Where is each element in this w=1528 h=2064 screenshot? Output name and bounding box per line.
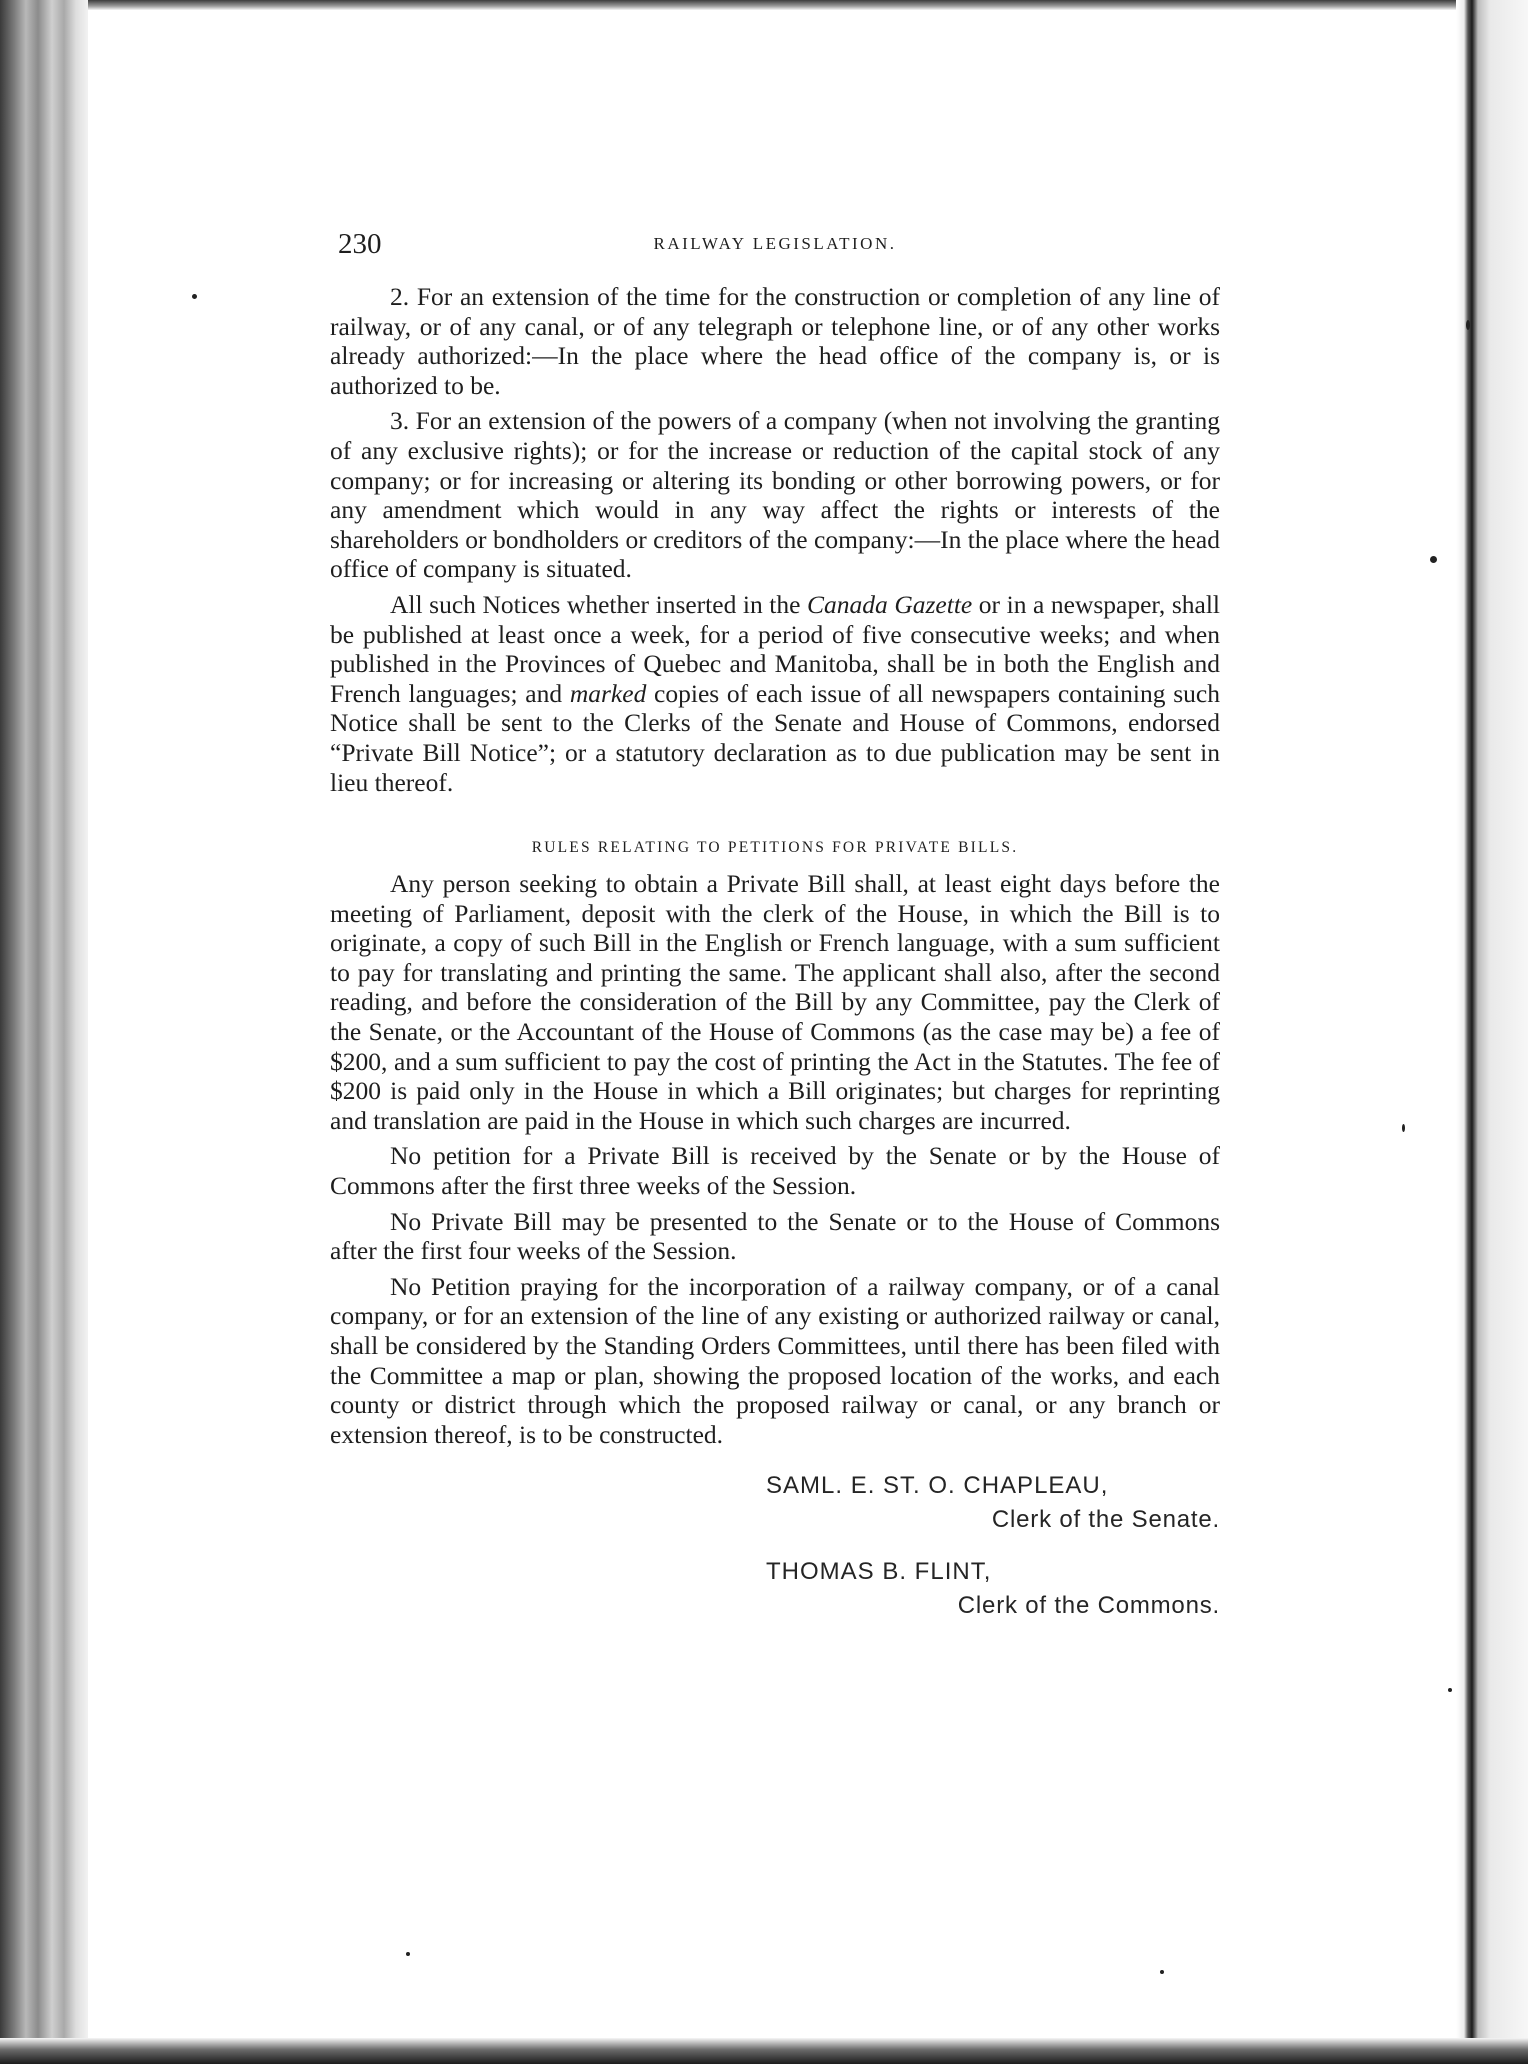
signatory-name: SAML. E. ST. O. CHAPLEAU, [766,1472,1109,1500]
text-segment: All such Notices whether inserted in the [390,589,808,619]
signature-area [330,1469,1220,1623]
rule-paragraph: No Petition praying for the incorporation of a railway company, or of a canal company, or for an extension of the line of any existing or authorized railway or canal, shall be considered by the Standing Orders Committees, until there has been filed with the Committee a map or plan, showing the proposed location of the works, and each county or district through which the proposed railway or canal, or any branch or extension thereof, is to be constructed. [330,1271,1220,1449]
scan-right-page-edge [1456,0,1528,2064]
marked-emphasis: marked [569,678,647,708]
scan-speck [1430,556,1437,563]
scan-bottom-edge [0,2038,1528,2064]
scan-speck [1448,1688,1452,1692]
signatory-title: Clerk of the Senate. [991,1506,1220,1534]
signatory-name: THOMAS B. FLINT, [766,1558,992,1586]
scan-top-edge [0,0,1528,10]
running-head [330,228,1220,268]
rule-paragraph: No Private Bill may be presented to the Senate or to the House of Commons after the first four weeks of the Session. [330,1206,1220,1266]
scan-speck [192,294,197,299]
scan-speck [1466,320,1470,330]
book-page [330,228,1220,1641]
signature-block [330,1555,1220,1623]
running-title: RAILWAY LEGISLATION. [653,234,897,253]
section-heading: RULES RELATING TO PETITIONS FOR PRIVATE BILLS. [531,839,1019,857]
paragraph-publication-notices [330,590,1220,797]
scan-speck [1402,1124,1405,1132]
scan-speck [1160,1970,1164,1974]
text-segment: or in a newspaper, shall be published at least once a week, for a period of five consecutive weeks; and when published in the Provinces of Quebec and Manitoba, shall be in both the English and French languages; and [330,589,1220,708]
canada-gazette-title: Canada Gazette [807,589,973,619]
rule-paragraph: Any person seeking to obtain a Private Bill shall, at least eight days before the meeting of Parliament, deposit with the clerk of the House, in which the Bill is to originate, a copy of such Bill in the English or French language, with a sum sufficient to pay for translating and printing the same. The applicant shall also, after the second reading, and before the consideration of the Bill by any Committee, pay the Clerk of the Senate, or the Accountant of the House of Commons (as the case may be) a fee of $200, and a sum sufficient to pay the cost of printing the Act in the Statutes. The fee of $200 is paid only in the House in which a Bill originates; but charges for reprinting and translation are paid in the House in which such charges are incurred. [330,869,1220,1135]
scan-left-page-edge [0,0,88,2064]
rule-paragraph: No petition for a Private Bill is received by the Senate or by the House of Commons after the first three weeks of the Session. [330,1141,1220,1201]
signatory-title: Clerk of the Commons. [957,1592,1220,1620]
page-number: 230 [338,228,382,260]
text-segment: copies of each issue of all newspapers containing such Notice shall be sent to the Clerks of the Senate and House of Commons, endorsed “Private Bill Notice”; or a statutory declaration as to due publication may be sent in lieu thereof. [330,678,1220,797]
paragraph-extension-of-powers: 3. For an extension of the powers of a company (when not involving the granting of any exclusive rights); or for the increase or reduction of the capital stock of any company; or for increasing or altering its bonding or other borrowing powers, or for any amendment which would in any way affect the rights or interests of the shareholders or bondholders or creditors of the company:—In the place where the head office of company is situated. [330,406,1220,584]
scan-speck [406,1952,410,1956]
paragraph-extension-of-time: 2. For an extension of the time for the construction or completion of any line of railway, or of any canal, or of any telegraph or telephone line, or of any other works already authorized:—In the place where the head office of the company is, or is authorized to be. [330,282,1220,400]
signature-block [330,1469,1220,1537]
